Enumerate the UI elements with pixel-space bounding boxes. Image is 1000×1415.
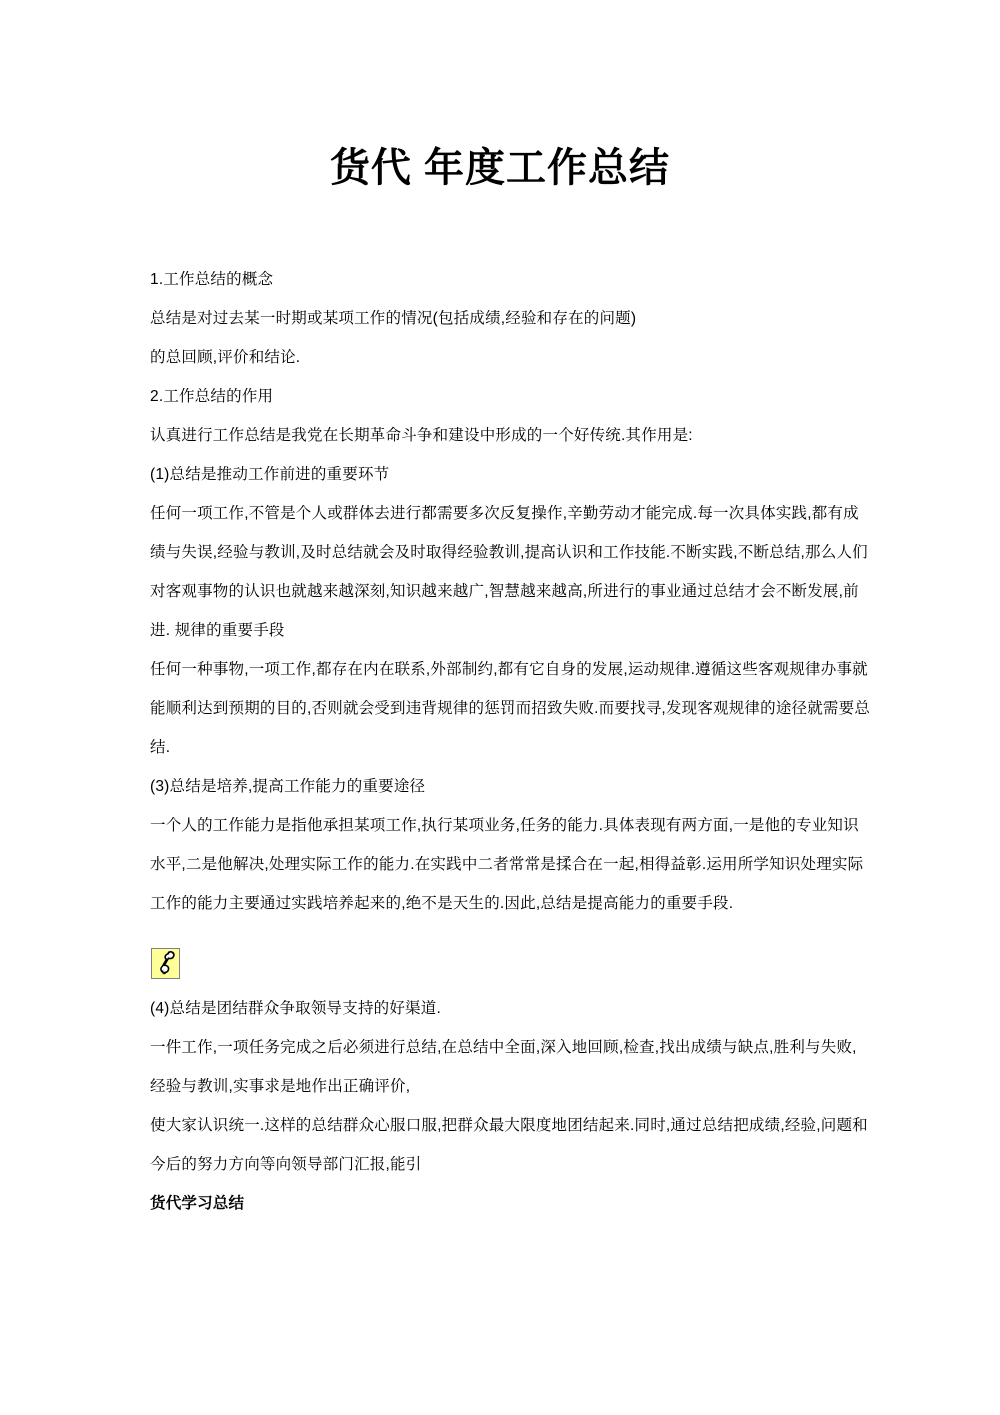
body-line: (1)总结是推动工作前进的重要环节 bbox=[150, 466, 390, 483]
section-heading: 货代学习总结 bbox=[150, 1195, 245, 1212]
body-line: 今后的努力方向等向领导部门汇报,能引 bbox=[150, 1156, 422, 1173]
body-line: 一个人的工作能力是指他承担某项工作,执行某项业务,任务的能力.具体表现有两方面,一是他的专业知识 bbox=[150, 817, 859, 834]
document-title: 货代 年度工作总结 bbox=[329, 146, 671, 190]
body-line: 认真进行工作总结是我党在长期革命斗争和建设中形成的一个好传统.其作用是: bbox=[150, 427, 693, 444]
body-line: (4)总结是团结群众争取领导支持的好渠道. bbox=[150, 1000, 441, 1017]
body-line: 的总回顾,评价和结论. bbox=[150, 349, 301, 366]
body-line: 水平,二是他解决,处理实际工作的能力.在实践中二者常常是揉合在一起,相得益彰.运用所学知识处理实际 bbox=[150, 856, 864, 873]
body-line: 进. 规律的重要手段 bbox=[150, 622, 285, 639]
embedded-object bbox=[151, 948, 180, 979]
body-line: 能顺利达到预期的目的,否则就会受到违背规律的惩罚而招致失败.而要找寻,发现客观规律的途径就需要总 bbox=[150, 700, 871, 717]
body-line: 工作的能力主要通过实践培养起来的,绝不是天生的.因此,总结是提高能力的重要手段. bbox=[150, 895, 734, 912]
document-body bbox=[150, 260, 871, 1223]
body-line: 结. bbox=[150, 739, 171, 756]
body-line: 总结是对过去某一时期或某项工作的情况(包括成绩,经验和存在的问题) bbox=[150, 310, 637, 327]
body-line: 对客观事物的认识也就越来越深刻,知识越来越广,智慧越来越高,所进行的事业通过总结才会不断发展,前 bbox=[150, 583, 859, 600]
body-line: 绩与失误,经验与教训,及时总结就会及时取得经验教训,提高认识和工作技能.不断实践,不断总结,那么人们 bbox=[150, 544, 868, 561]
body-line: 一件工作,一项任务完成之后必须进行总结,在总结中全面,深入地回顾,检查,找出成绩与缺点,胜利与失败, bbox=[150, 1039, 857, 1056]
body-line: 经验与教训,实事求是地作出正确评价, bbox=[150, 1078, 411, 1095]
body-line: 2.工作总结的作用 bbox=[150, 388, 274, 405]
body-line: (3)总结是培养,提高工作能力的重要途径 bbox=[150, 778, 426, 795]
body-line: 任何一项工作,不管是个人或群体去进行都需要多次反复操作,辛勤劳动才能完成.每一次具体实践,都有成 bbox=[150, 505, 859, 522]
body-line: 任何一种事物,一项工作,都存在内在联系,外部制约,都有它自身的发展,运动规律.遵循这些客观规律办事就 bbox=[150, 661, 868, 678]
body-line: 使大家认识统一.这样的总结群众心服口服,把群众最大限度地团结起来.同时,通过总结把成绩,经验,问题和 bbox=[150, 1117, 868, 1134]
scroll-ribbon-icon bbox=[151, 948, 180, 979]
body-line: 1.工作总结的概念 bbox=[150, 271, 274, 288]
